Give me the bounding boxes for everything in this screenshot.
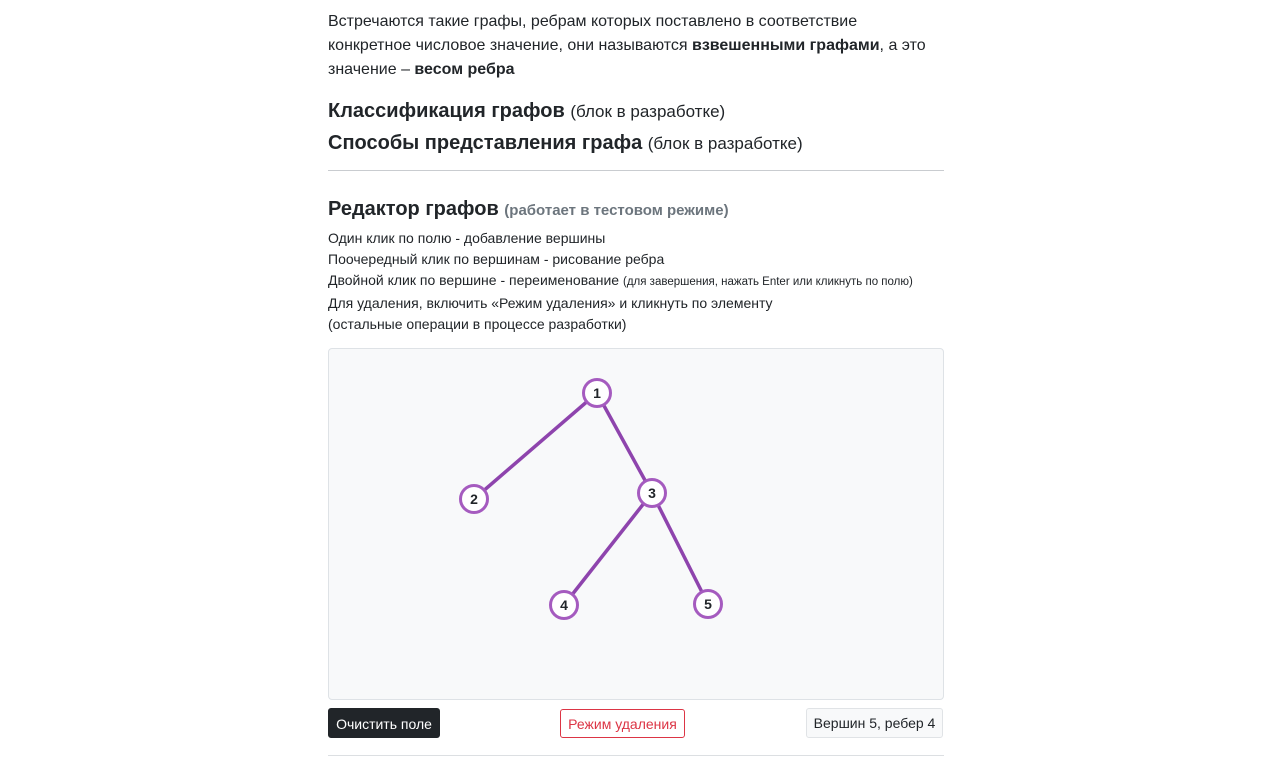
classification-heading bbox=[328, 98, 725, 125]
classification-note: (блок в разработке) bbox=[570, 102, 726, 121]
vertex-4-label: 4 bbox=[560, 597, 568, 613]
graph-svg[interactable] bbox=[329, 349, 943, 699]
edges-layer bbox=[474, 393, 708, 605]
edge-3-4[interactable] bbox=[564, 493, 652, 605]
edge-1-3[interactable] bbox=[597, 393, 652, 493]
vertex-1-label: 1 bbox=[593, 385, 601, 401]
instruction-delete: Для удаления, включить «Режим удаления» и кликнуть по элементу bbox=[328, 295, 773, 311]
graph-canvas[interactable] bbox=[328, 348, 944, 700]
vertex-5[interactable] bbox=[695, 591, 722, 618]
delete-mode-button[interactable]: Режим удаления bbox=[560, 709, 685, 738]
classification-title: Классификация графов bbox=[328, 100, 565, 122]
vertex-4[interactable] bbox=[551, 592, 578, 619]
bottom-divider bbox=[328, 755, 944, 756]
vertex-5-label: 5 bbox=[704, 596, 712, 612]
edge-1-2[interactable] bbox=[474, 393, 597, 499]
instruction-add-vertex: Один клик по полю - добавление вершины bbox=[328, 230, 606, 246]
instruction-rename-hint: (для завершения, нажать Enter или кликнуть по полю) bbox=[623, 276, 913, 288]
vertex-2[interactable] bbox=[461, 486, 488, 513]
editor-instructions bbox=[328, 228, 913, 335]
vertex-3-label: 3 bbox=[648, 485, 656, 501]
graph-counter-badge: Вершин 5, ребер 4 bbox=[806, 708, 943, 738]
editor-heading bbox=[328, 196, 729, 224]
representation-heading bbox=[328, 130, 803, 157]
representation-note: (блок в разработке) bbox=[647, 134, 803, 153]
intro-paragraph bbox=[328, 10, 944, 82]
editor-title: Редактор графов bbox=[328, 198, 499, 220]
edge-3-5[interactable] bbox=[652, 493, 708, 604]
intro-text-2: , а это значение – bbox=[328, 37, 926, 78]
representation-title: Способы представления графа bbox=[328, 132, 643, 154]
instruction-draw-edge: Поочередный клик по вершинам - рисование ребра bbox=[328, 251, 665, 267]
vertex-2-label: 2 bbox=[470, 491, 478, 507]
intro-bold-weighted-graphs: взвешенными графами bbox=[691, 37, 880, 54]
instruction-rename-text: Двойной клик по вершине - переименование bbox=[328, 272, 620, 288]
editor-note: (работает в тестовом режиме) bbox=[504, 202, 729, 219]
clear-field-button[interactable]: Очистить поле bbox=[328, 708, 440, 738]
vertices-layer bbox=[461, 380, 722, 619]
instruction-other: (остальные операции в процессе разработки) bbox=[328, 316, 627, 332]
instruction-rename bbox=[328, 270, 913, 293]
vertex-3[interactable] bbox=[639, 480, 666, 507]
vertex-1[interactable] bbox=[584, 380, 611, 407]
intro-text-1: Встречаются такие графы, ребрам которых поставлено в соответствие конкретное числовое значение, они называются bbox=[328, 13, 858, 54]
intro-bold-edge-weight: весом ребра bbox=[414, 61, 515, 78]
section-divider bbox=[328, 170, 944, 171]
